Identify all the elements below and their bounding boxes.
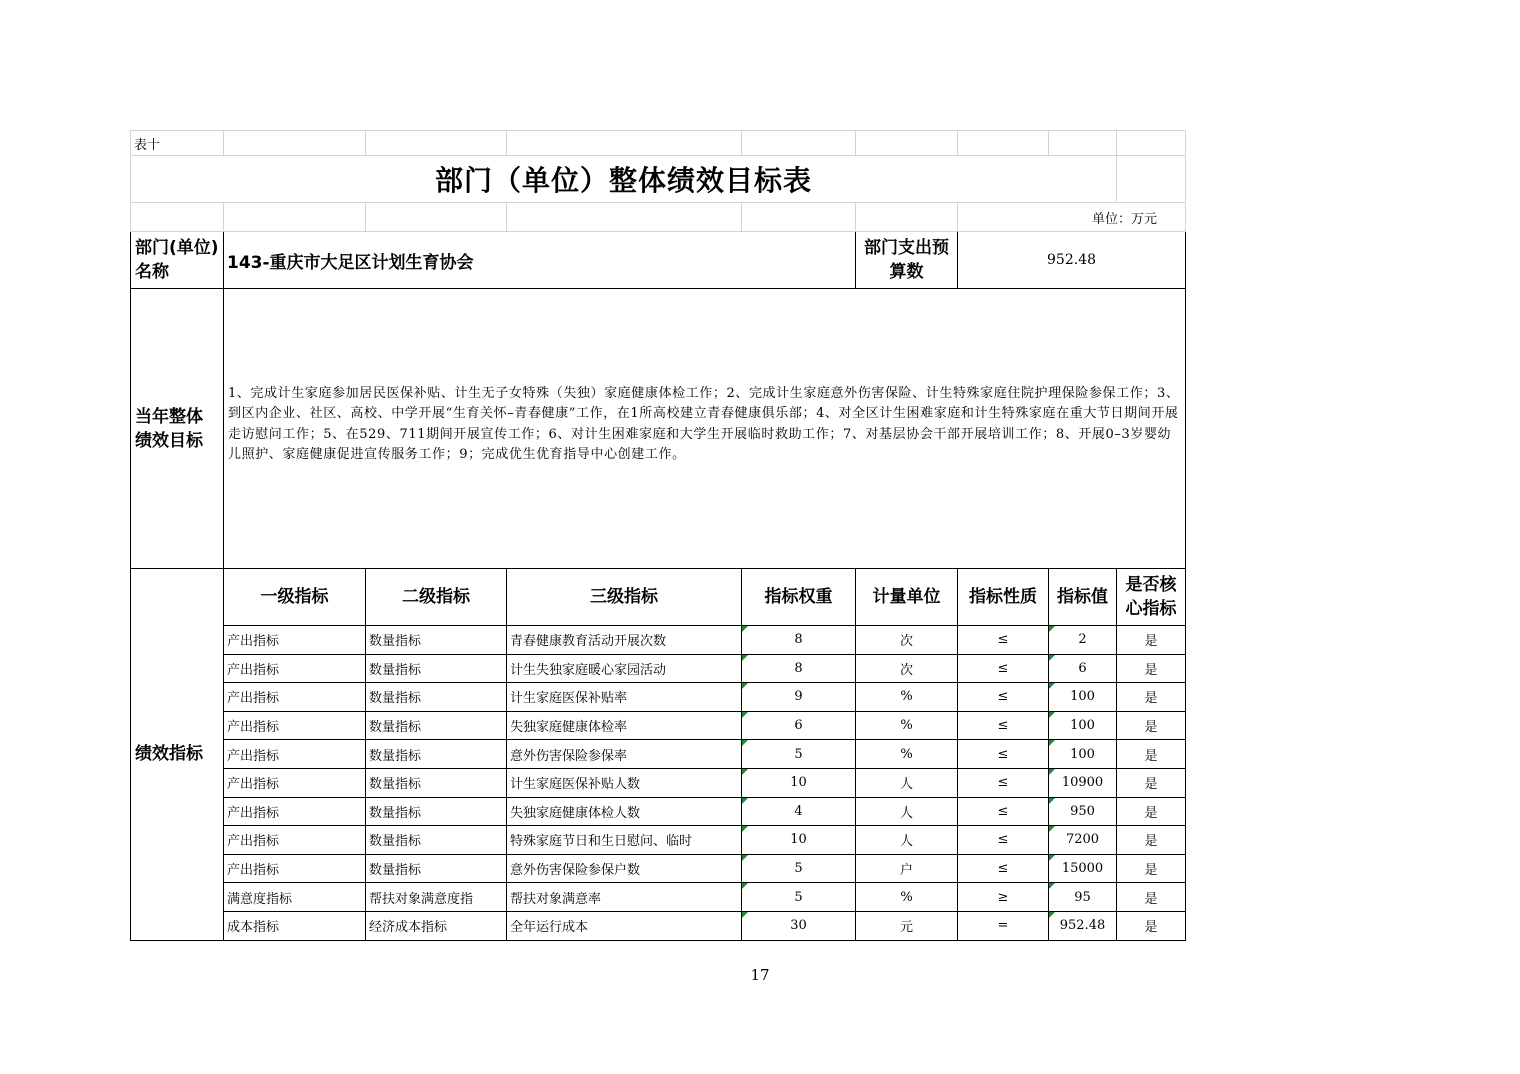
cell-nature: ≤	[958, 683, 1049, 712]
cell-unit: %	[856, 740, 958, 769]
cell-level2: 数量指标	[366, 768, 507, 797]
cell-weight: 8	[742, 654, 856, 683]
cell-unit: 次	[856, 626, 958, 655]
cell-unit: %	[856, 883, 958, 912]
cell-unit: %	[856, 683, 958, 712]
header-level1: 一级指标	[224, 569, 366, 626]
cell-level2: 数量指标	[366, 740, 507, 769]
cell-value: 2	[1049, 626, 1117, 655]
table-label: 表十	[131, 131, 224, 156]
cell-core: 是	[1117, 911, 1186, 940]
cell-core: 是	[1117, 740, 1186, 769]
cell-level3: 全年运行成本	[507, 911, 742, 940]
cell-core: 是	[1117, 654, 1186, 683]
cell-level3: 计生家庭医保补贴率	[507, 683, 742, 712]
cell-level3: 失独家庭健康体检人数	[507, 797, 742, 826]
page-number: 17	[750, 966, 770, 984]
cell-nature: ≤	[958, 740, 1049, 769]
cell-level3: 计生家庭医保补贴人数	[507, 768, 742, 797]
cell-weight: 4	[742, 797, 856, 826]
cell-level3: 意外伤害保险参保率	[507, 740, 742, 769]
goal-text: 1、完成计生家庭参加居民医保补贴、计生无子女特殊（失独）家庭健康体检工作；2、完成计生家庭意外伤害保险、计生特殊家庭住院护理保险参保工作；3、到区内企业、社区、高校、中学开展“生育关怀–青春健康”工作，在1所高校建立青春健康俱乐部；4、对全区计生困难家庭和计生特殊家庭在重大节日期间开展走访慰问工作；5、在529、711期间开展宣传工作；6、对计生困难家庭和大学生开展临时救助工作；7、对基层协会干部开展培训工作；8、开展0–3岁婴幼儿照护、家庭健康促进宣传服务工作；9；完成优生优育指导中心创建工作。	[224, 289, 1186, 569]
cell-unit: 人	[856, 797, 958, 826]
performance-target-table	[130, 130, 1186, 941]
indicator-label: 绩效指标	[131, 569, 224, 941]
table-row	[131, 911, 1186, 940]
cell-value: 950	[1049, 797, 1117, 826]
cell-level3: 计生失独家庭暖心家园活动	[507, 654, 742, 683]
table-row	[131, 883, 1186, 912]
cell-weight: 6	[742, 711, 856, 740]
cell-level1: 满意度指标	[224, 883, 366, 912]
cell-nature: ≤	[958, 654, 1049, 683]
cell-unit: %	[856, 711, 958, 740]
cell-nature: ≤	[958, 826, 1049, 855]
header-level2: 二级指标	[366, 569, 507, 626]
cell-weight: 8	[742, 626, 856, 655]
table-row	[131, 683, 1186, 712]
table-row	[131, 711, 1186, 740]
cell-core: 是	[1117, 883, 1186, 912]
title-row	[131, 156, 1186, 203]
unit-label: 单位：万元	[958, 203, 1186, 232]
cell-value: 100	[1049, 740, 1117, 769]
page-title: 部门（单位）整体绩效目标表	[131, 156, 1117, 203]
cell-level2: 数量指标	[366, 797, 507, 826]
header-nature: 指标性质	[958, 569, 1049, 626]
performance-target-sheet	[130, 130, 1185, 941]
cell-weight: 9	[742, 683, 856, 712]
cell-weight: 10	[742, 826, 856, 855]
table-row	[131, 797, 1186, 826]
cell-value: 7200	[1049, 826, 1117, 855]
cell-level1: 成本指标	[224, 911, 366, 940]
table-row	[131, 768, 1186, 797]
table-row	[131, 740, 1186, 769]
cell-level1: 产出指标	[224, 854, 366, 883]
cell-level2: 数量指标	[366, 654, 507, 683]
cell-core: 是	[1117, 826, 1186, 855]
header-core: 是否核心指标	[1117, 569, 1186, 626]
cell-level1: 产出指标	[224, 768, 366, 797]
cell-level2: 数量指标	[366, 626, 507, 655]
goal-row	[131, 289, 1186, 569]
cell-value: 100	[1049, 711, 1117, 740]
cell-value: 6	[1049, 654, 1117, 683]
goal-label: 当年整体绩效目标	[131, 289, 224, 569]
header-weight: 指标权重	[742, 569, 856, 626]
cell-value: 100	[1049, 683, 1117, 712]
cell-nature: ≤	[958, 711, 1049, 740]
cell-nature: ≥	[958, 883, 1049, 912]
indicator-header-row	[131, 569, 1186, 626]
cell-level3: 意外伤害保险参保户数	[507, 854, 742, 883]
table-row	[131, 854, 1186, 883]
cell-weight: 30	[742, 911, 856, 940]
cell-nature: ≤	[958, 626, 1049, 655]
cell-value: 10900	[1049, 768, 1117, 797]
cell-level1: 产出指标	[224, 711, 366, 740]
cell-core: 是	[1117, 854, 1186, 883]
budget-value: 952.48	[958, 232, 1186, 289]
cell-unit: 人	[856, 826, 958, 855]
header-value: 指标值	[1049, 569, 1117, 626]
cell-nature: ≤	[958, 797, 1049, 826]
cell-weight: 5	[742, 740, 856, 769]
cell-nature: ≤	[958, 854, 1049, 883]
cell-level2: 数量指标	[366, 683, 507, 712]
cell-level3: 失独家庭健康体检率	[507, 711, 742, 740]
cell-level1: 产出指标	[224, 683, 366, 712]
cell-level2: 数量指标	[366, 854, 507, 883]
cell-unit: 人	[856, 768, 958, 797]
table-row	[131, 654, 1186, 683]
cell-level2: 数量指标	[366, 826, 507, 855]
cell-level2: 数量指标	[366, 711, 507, 740]
dept-name: 143-重庆市大足区计划生育协会	[224, 232, 856, 289]
cell-value: 15000	[1049, 854, 1117, 883]
cell-unit: 元	[856, 911, 958, 940]
cell-level2: 经济成本指标	[366, 911, 507, 940]
table-row	[131, 626, 1186, 655]
cell-unit: 次	[856, 654, 958, 683]
cell-core: 是	[1117, 711, 1186, 740]
cell-level2: 帮扶对象满意度指	[366, 883, 507, 912]
cell-core: 是	[1117, 768, 1186, 797]
cell-level1: 产出指标	[224, 826, 366, 855]
cell-level3: 特殊家庭节日和生日慰问、临时	[507, 826, 742, 855]
cell-level1: 产出指标	[224, 626, 366, 655]
cell-core: 是	[1117, 683, 1186, 712]
cell-value: 952.48	[1049, 911, 1117, 940]
cell-unit: 户	[856, 854, 958, 883]
dept-name-label: 部门(单位)名称	[131, 232, 224, 289]
dept-row	[131, 232, 1186, 289]
cell-value: 95	[1049, 883, 1117, 912]
cell-weight: 5	[742, 854, 856, 883]
table-row	[131, 826, 1186, 855]
cell-weight: 10	[742, 768, 856, 797]
unit-row	[131, 203, 1186, 232]
header-unit: 计量单位	[856, 569, 958, 626]
cell-nature: ≤	[958, 768, 1049, 797]
label-row	[131, 131, 1186, 156]
cell-level1: 产出指标	[224, 654, 366, 683]
cell-core: 是	[1117, 626, 1186, 655]
cell-level1: 产出指标	[224, 740, 366, 769]
cell-level3: 帮扶对象满意率	[507, 883, 742, 912]
cell-level3: 青春健康教育活动开展次数	[507, 626, 742, 655]
budget-label: 部门支出预算数	[856, 232, 958, 289]
cell-level1: 产出指标	[224, 797, 366, 826]
cell-weight: 5	[742, 883, 856, 912]
cell-nature: =	[958, 911, 1049, 940]
header-level3: 三级指标	[507, 569, 742, 626]
cell-core: 是	[1117, 797, 1186, 826]
